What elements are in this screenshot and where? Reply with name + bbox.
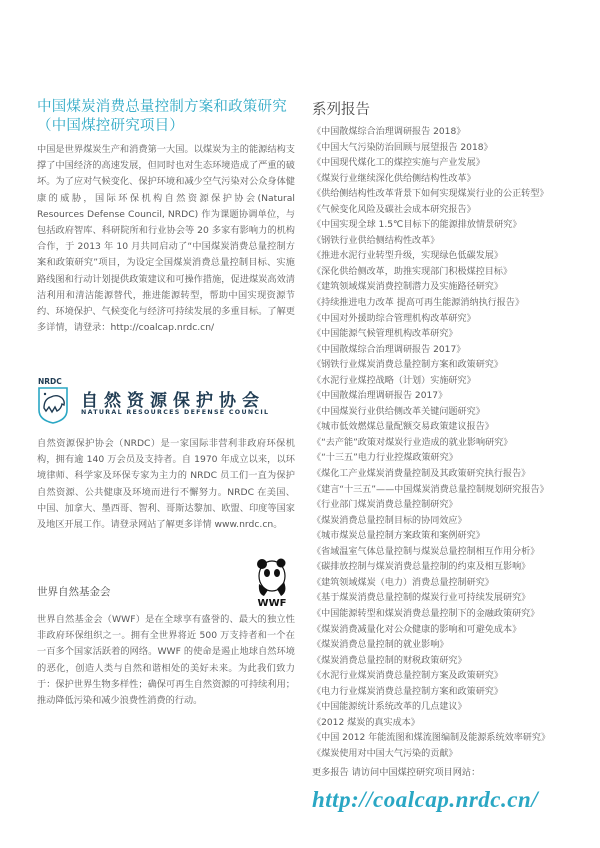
nrdc-description: 自然资源保护协会（NRDC）是一家国际非营利非政府环保机构，拥有逾 140 万会员及支持者。自 1970 年成立以来，以环境律师、科学家及环保专家为主力的 NRDC 员工们一直为保护自然资源、公共健康及环境而进行不懈努力。NRDC 在美国、中国、加拿大、墨西哥、智利、哥斯达黎加、欧盟、印度等国家及地区开展工作。请登录网站了解更多详情 www.nrdc.cn。 xyxy=(37,438,295,531)
project-title-line1: 中国煤炭消费总量控制方案和政策研究 xyxy=(37,99,287,115)
report-item: 《中国现代煤化工的煤控实施与产业发展》 xyxy=(312,158,485,169)
report-list xyxy=(312,125,582,762)
report-item: 《中国大气污染防治回顾与展望报告 2018》 xyxy=(312,142,493,153)
series-title: 系列报告 xyxy=(312,102,370,118)
svg-text:NRDC: NRDC xyxy=(38,377,62,386)
project-title xyxy=(37,98,295,136)
coalcap-website-link[interactable]: http://coalcap.nrdc.cn/ xyxy=(312,787,539,812)
report-item: 《钢铁行业煤炭消费总量控制方案和政策研究》 xyxy=(312,360,503,371)
wwf-title: 世界自然基金会 xyxy=(37,586,111,598)
report-item: 《供给侧结构性改革背景下如何实现煤炭行业的公正转型》 xyxy=(312,189,549,200)
report-item: 《“十三五”电力行业控煤政策研究》 xyxy=(312,453,458,464)
report-item: 《“去产能”政策对煤炭行业造成的就业影响研究》 xyxy=(312,437,513,448)
wwf-description: 世界自然基金会（WWF）是在全球享有盛誉的、最大的独立性非政府环保组织之一。拥有全世界将近 500 万支持者和一个在一百多个国家活跃着的网络。WWF 的使命是遏止地球自然环境的恶化，创造人类与自然和谐相处的美好未来。为此我们致力于：保护世界生物多样性；确保可再生自然资源的可持续利用；推动降低污染和减少浪费性消费的行动。 xyxy=(37,614,295,707)
project-description: 中国是世界煤炭生产和消费第一大国。以煤炭为主的能源结构支撑了中国经济的高速发展，但同时也对生态环境造成了严重的破坏。为了应对气候变化、保护环境和减少空气污染对公众身体健康的威胁，国际环保机构自然资源保护协会(Natural Resources Defense Council, NRDC) 作为课题协调单位，与包括政府智库、科研院所和行业协会等 20 多家有影响力的机构合作，于 2013 年 10 月共同启动了“中国煤炭消费总量控制方案和政策研究”项目，为设定全国煤炭消费总量控制目标、实施路线图和行动计划提供政策建议和可操作措施，促进煤炭高效清洁利用和清洁能源替代，推进能源转型，帮助中国实现资源节约、环境保护、气候变化与经济可持续发展的多重目标。了解更多详情，请登录：http://coalcap.nrdc.cn/ xyxy=(37,144,295,334)
report-item: 《2012 煤炭的真实成本》 xyxy=(312,717,420,728)
report-item: 《建言“十三五”——中国煤炭消费总量控制规划研究报告》 xyxy=(312,484,549,495)
report-item: 《城市煤炭总量控制方案政策和案例研究》 xyxy=(312,531,485,542)
report-item: 《电力行业煤炭消费总量控制方案和政策研究》 xyxy=(312,686,503,697)
report-item: 《中国散煤治理调研报告 2017》 xyxy=(312,391,448,402)
wwf-panda-logo-icon xyxy=(250,556,294,608)
report-item: 《推进水泥行业转型升级，实现绿色低碳发展》 xyxy=(312,251,503,262)
report-item: 《钢铁行业供给侧结构性改革》 xyxy=(312,235,440,246)
report-item: 《煤炭消费减量化对公众健康的影响和可避免成本》 xyxy=(312,624,522,635)
report-item: 《煤炭行业继续深化供给侧结构性改革》 xyxy=(312,173,476,184)
report-item: 《中国 2012 年能流图和煤流图编制及能源系统效率研究》 xyxy=(312,733,551,744)
report-item: 《行业部门煤炭消费总量控制研究》 xyxy=(312,500,458,511)
report-item: 《气候变化风险及碳社会成本研究报告》 xyxy=(312,204,476,215)
project-section xyxy=(37,98,295,336)
report-item: 《中国煤炭行业供给侧改革关键问题研究》 xyxy=(312,406,485,417)
report-item: 《水泥行业煤炭消费总量控制方案及政策研究》 xyxy=(312,671,503,682)
series-reports-section xyxy=(312,98,582,762)
nrdc-logo-english: NATURAL RESOURCES DEFENSE COUNCIL xyxy=(81,409,270,416)
report-item: 《煤炭消费总量控制的财税政策研究》 xyxy=(312,655,467,666)
wwf-section xyxy=(37,612,295,709)
more-reports-text: 更多报告 请访问中国煤控研究项目网站： xyxy=(312,767,481,778)
report-item: 《中国散煤综合治理调研报告 2017》 xyxy=(312,344,466,355)
report-item: 《城市低效燃煤总量配额交易政策建议报告》 xyxy=(312,422,494,433)
report-item: 《省域温室气体总量控制与煤炭总量控制相互作用分析》 xyxy=(312,546,540,557)
report-item: 《中国能源转型和煤炭消费总量控制下的金融政策研究》 xyxy=(312,608,540,619)
report-item: 《持续推进电力改革 提高可再生能源消纳执行报告》 xyxy=(312,298,525,309)
report-item: 《中国对外援助综合管理机构改革研究》 xyxy=(312,313,476,324)
report-item: 《水泥行业煤控战略（计划）实施研究》 xyxy=(312,375,476,386)
wwf-logo-text: WWF xyxy=(257,598,287,608)
report-item: 《中国散煤综合治理调研报告 2018》 xyxy=(312,127,466,137)
report-item: 《中国实现全球 1.5℃目标下的能源排放情景研究》 xyxy=(312,220,522,231)
report-item: 《碳排放控制与煤炭消费总量控制的约束及相互影响》 xyxy=(312,562,531,573)
report-item: 《煤炭消费总量控制的就业影响》 xyxy=(312,640,449,651)
report-item: 《建筑领域煤炭消费控制潜力及实施路径研究》 xyxy=(312,282,503,293)
nrdc-logo-chinese: 自然资源保护协会 xyxy=(81,391,265,411)
report-item: 《建筑领域煤炭（电力）消费总量控制研究》 xyxy=(312,577,494,588)
nrdc-section xyxy=(37,436,295,533)
report-item: 《中国能源统计系统改革的几点建议》 xyxy=(312,702,467,713)
report-item: 《煤炭消费总量控制目标的协同效应》 xyxy=(312,515,467,526)
report-item: 《深化供给侧改革，助推实现部门积极煤控目标》 xyxy=(312,266,513,277)
report-item: 《中国能源气候管理机构改革研究》 xyxy=(312,329,458,340)
report-item: 《基于煤炭消费总量控制的煤炭行业可持续发展研究》 xyxy=(312,593,531,604)
report-item: 《煤化工产业煤炭消费量控制及其政策研究执行报告》 xyxy=(312,469,531,480)
project-title-line2: （中国煤控研究项目） xyxy=(37,118,184,134)
nrdc-logo xyxy=(37,376,297,424)
report-item: 《煤炭使用对中国大气污染的贡献》 xyxy=(312,748,458,759)
nrdc-bear-shield-icon xyxy=(37,376,71,424)
